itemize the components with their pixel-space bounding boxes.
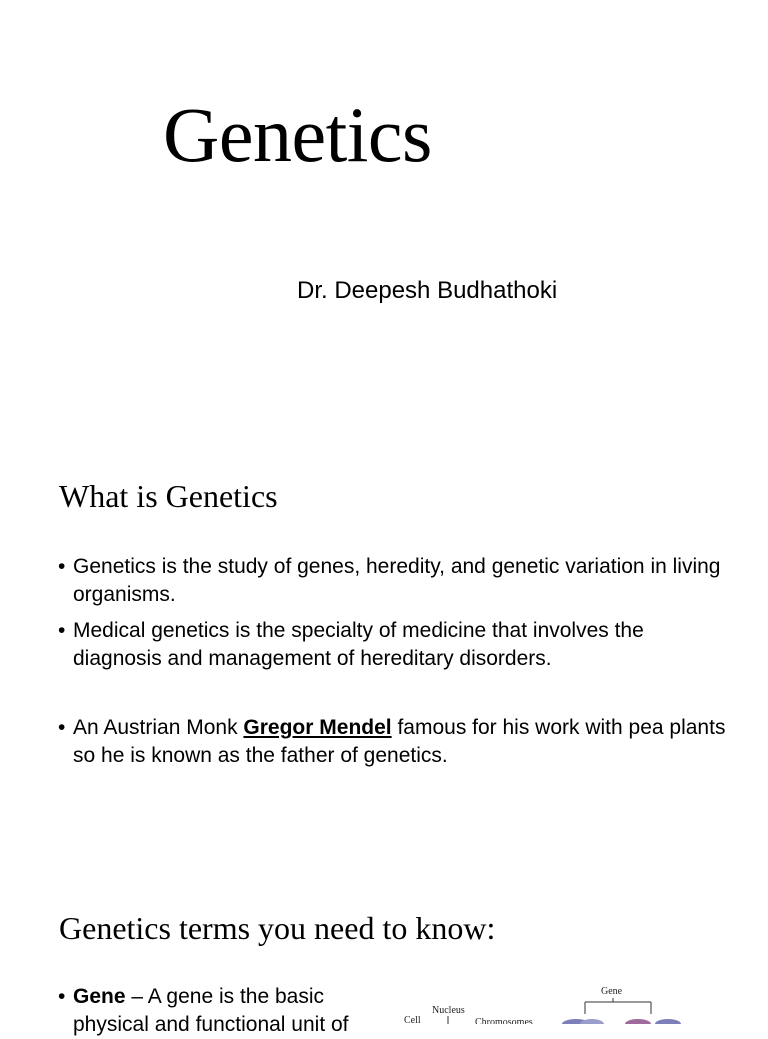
gene-diagram xyxy=(398,982,738,1024)
definition-bullet-list xyxy=(58,553,738,673)
gene-diagram-figure xyxy=(398,982,738,1024)
nucleus-label: Nucleus xyxy=(432,1005,465,1016)
bullet-item xyxy=(58,553,738,609)
bullet-dot: • xyxy=(58,619,66,642)
mendel-bullet-list xyxy=(58,714,738,770)
bullet-text-before: An Austrian Monk xyxy=(73,716,244,739)
term-definition: – A gene is the basic physical and functional unit of xyxy=(73,985,349,1036)
bullet-dot: • xyxy=(58,555,66,578)
section-heading-what-is-genetics: What is Genetics xyxy=(59,478,278,514)
cell-label: Cell xyxy=(404,1015,421,1024)
chromosome-shape xyxy=(580,1019,604,1024)
bullet-text: Medical genetics is the specialty of medicine that involves the diagnosis and management of hereditary disorders. xyxy=(73,619,644,670)
chromosome-shape xyxy=(625,1019,651,1024)
section-heading-genetics-terms: Genetics terms you need to know: xyxy=(59,910,496,946)
terms-bullet-list xyxy=(58,983,358,1039)
gene-label: Gene xyxy=(601,986,623,997)
bullet-item xyxy=(58,714,738,770)
term-gene: Gene xyxy=(73,985,126,1008)
bullet-dot: • xyxy=(58,716,66,739)
chromosome-shape xyxy=(655,1019,681,1024)
bullet-item xyxy=(58,983,358,1039)
bullet-text-after: famous for his work with pea plants so he is known as the father of genetics. xyxy=(73,716,726,767)
slide-title: Genetics xyxy=(163,91,432,178)
bullet-item xyxy=(58,617,738,673)
author-name: Dr. Deepesh Budhathoki xyxy=(297,277,558,304)
chromosomes-label: Chromosomes xyxy=(475,1017,533,1024)
bullet-text: Genetics is the study of genes, heredity, and genetic variation in living organisms. xyxy=(73,555,721,606)
gregor-mendel-name: Gregor Mendel xyxy=(243,716,392,739)
bullet-dot: • xyxy=(58,985,66,1008)
